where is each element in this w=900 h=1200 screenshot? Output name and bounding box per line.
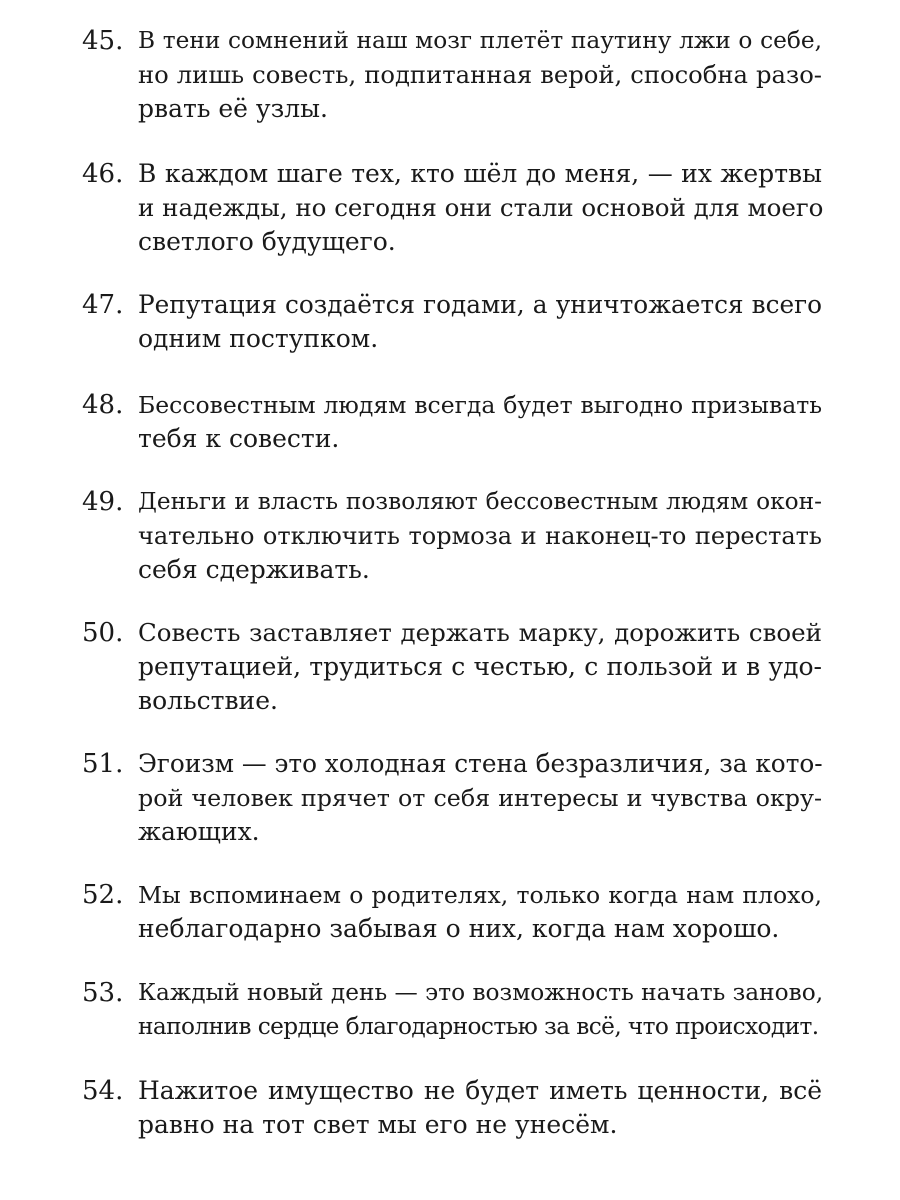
item-text-line: тебя к совести. (138, 424, 340, 453)
item-text-line: рой человек прячет от себя интересы и чувства окру- (138, 784, 822, 812)
item-text-line: рвать её узлы. (138, 94, 328, 123)
item-number: 53. (82, 978, 124, 1008)
item-text-line: вольствие. (138, 686, 278, 715)
item-text-line: себя сдерживать. (138, 555, 370, 584)
item-text-line: наполнив сердце благодарностью за всё, что происходит. (138, 1013, 819, 1040)
item-text-line: Каждый новый день — это возможность начать заново, (138, 979, 824, 1006)
item-text-line: одним поступком. (138, 324, 379, 353)
item-text-line: жающих. (138, 817, 260, 846)
item-text-line: чательно отключить тормоза и наконец-то перестать (138, 522, 822, 550)
item-number: 46. (82, 159, 124, 189)
item-text-line: В каждом шаге тех, кто шёл до меня, — их жертвы (138, 159, 822, 188)
item-text-line: но лишь совесть, подпитанная верой, способна разо- (138, 60, 822, 89)
item-text-line: Эгоизм — это холодная стена безразличия, за кото- (138, 749, 823, 778)
item-text-line: Совесть заставляет держать марку, дорожить своей (138, 618, 822, 647)
item-number: 47. (82, 290, 124, 320)
item-text-line: Мы вспоминаем о родителях, только когда нам плохо, (138, 881, 822, 909)
item-number: 52. (82, 880, 124, 910)
item-text-line: светлого будущего. (138, 227, 396, 256)
item-text-line: Нажитое имущество не будет иметь ценности, всё (138, 1076, 822, 1105)
item-number: 50. (82, 618, 124, 648)
item-text-line: равно на тот свет мы его не унесём. (138, 1110, 618, 1139)
item-number: 49. (82, 487, 124, 517)
item-text-line: Бессовестным людям всегда будет выгодно призывать (138, 391, 822, 419)
item-number: 45. (82, 26, 124, 56)
item-text-line: Репутация создаётся годами, а уничтожается всего (138, 290, 822, 319)
item-text-line: неблагодарно забывая о них, когда нам хорошо. (138, 914, 780, 943)
item-number: 51. (82, 749, 124, 779)
item-text-line: и надежды, но сегодня они стали основой для моего (138, 193, 824, 222)
item-text-line: Деньги и власть позволяют бессовестным людям окон- (138, 488, 822, 515)
item-text-line: репутацией, трудиться с честью, с пользой и в удо- (138, 652, 822, 681)
item-number: 48. (82, 390, 124, 420)
item-number: 54. (82, 1076, 124, 1106)
item-text-line: В тени сомнений наш мозг плетёт паутину лжи о себе, (138, 27, 822, 54)
